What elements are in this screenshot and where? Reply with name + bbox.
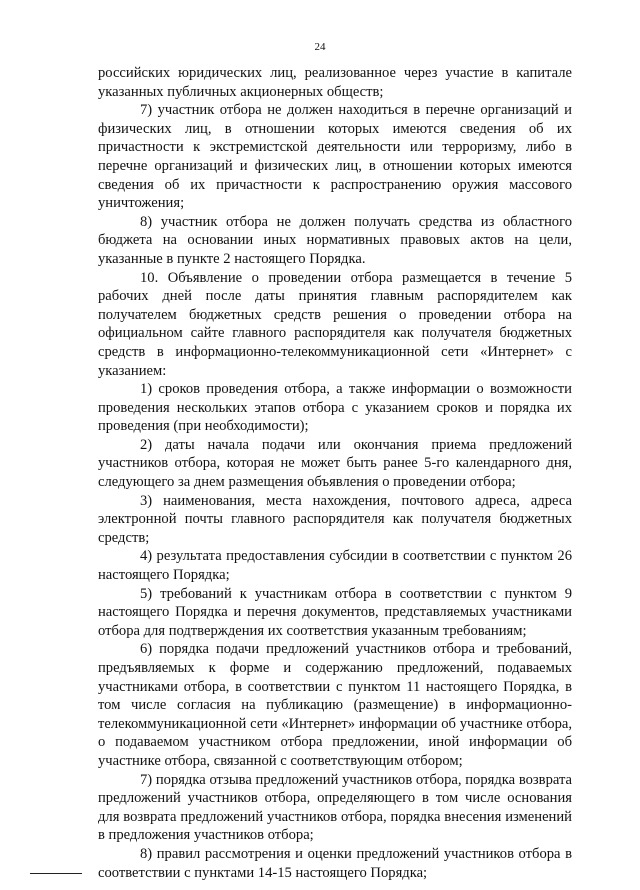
paragraph-announcement-item-6: 6) порядка подачи предложений участников отбора и требований, предъявляемых к форме и содержанию предложений, подаваемых участниками отбора, в соответствии с пунктом 11 настоящего Порядка, в том числе согласия на публикацию (размещение) в информационно-телекоммуникационной сети «Интернет» информации об участнике отбора, о подаваемом участником отбора предложении, иной информации об участнике отбора, связанной с соответствующим отбором;	[98, 641, 572, 769]
paragraph-continuation: российских юридических лиц, реализованное через участие в капитале указанных публичных акционерных обществ;	[98, 65, 572, 100]
paragraph-announcement-item-1: 1) сроков проведения отбора, а также информации о возможности проведения нескольких этапов отбора с указанием сроков и порядка их проведения (при необходимости);	[98, 381, 572, 435]
paragraph-announcement-item-2: 2) даты начала подачи или окончания приема предложений участников отбора, которая не может быть ранее 5-го календарного дня, следующего за днем размещения объявления о проведении отбора;	[98, 436, 572, 491]
paragraph-announcement-item-3: 3) наименования, места нахождения, почтового адреса, адреса электронной почты главного распорядителя как получателя бюджетных средств;	[98, 492, 572, 546]
document-body	[98, 64, 572, 882]
page-number: 24	[314, 41, 326, 53]
paragraph-announcement-item-8: 8) правил рассмотрения и оценки предложений участников отбора в соответствии с пунктами 14-15 настоящего Порядка;	[98, 845, 572, 881]
paragraph-section-10-announcement: 10. Объявление о проведении отбора размещается в течение 5 рабочих дней после даты принятия главным распорядителем как получателем бюджетных средств решения о проведении отбора на официальном сайте главного распорядителя как получателя бюджетных средств в информационно-телекоммуникационной сети «Интернет» с указанием:	[98, 269, 572, 379]
paragraph-announcement-item-5: 5) требований к участникам отбора в соответствии с пунктом 9 настоящего Порядка и перечня документов, представляемых участниками отбора для подтверждения их соответствия указанным требованиям;	[98, 585, 572, 639]
footer-rule	[30, 873, 82, 874]
paragraph-announcement-item-4: 4) результата предоставления субсидии в соответствии с пунктом 26 настоящего Порядка;	[98, 548, 572, 584]
paragraph-item-7-excluded-lists: 7) участник отбора не должен находиться в перечне организаций и физических лиц, в отношении которых имеются сведения об их причастности к экстремистской деятельности или терроризму, либо в перечне организаций и физических лиц, в отношении которых имеются сведения об их причастности к распространению оружия массового уничтожения;	[98, 102, 572, 212]
paragraph-announcement-item-7: 7) порядка отзыва предложений участников отбора, порядка возврата предложений участников отбора, определяющего в том числе основания для возврата предложений участников отбора, порядка внесения изменений в предложения участников отбора;	[98, 771, 572, 844]
paragraph-item-8-other-funding: 8) участник отбора не должен получать средства из областного бюджета на основании иных нормативных правовых актов на цели, указанные в пункте 2 настоящего Порядка.	[98, 213, 572, 267]
